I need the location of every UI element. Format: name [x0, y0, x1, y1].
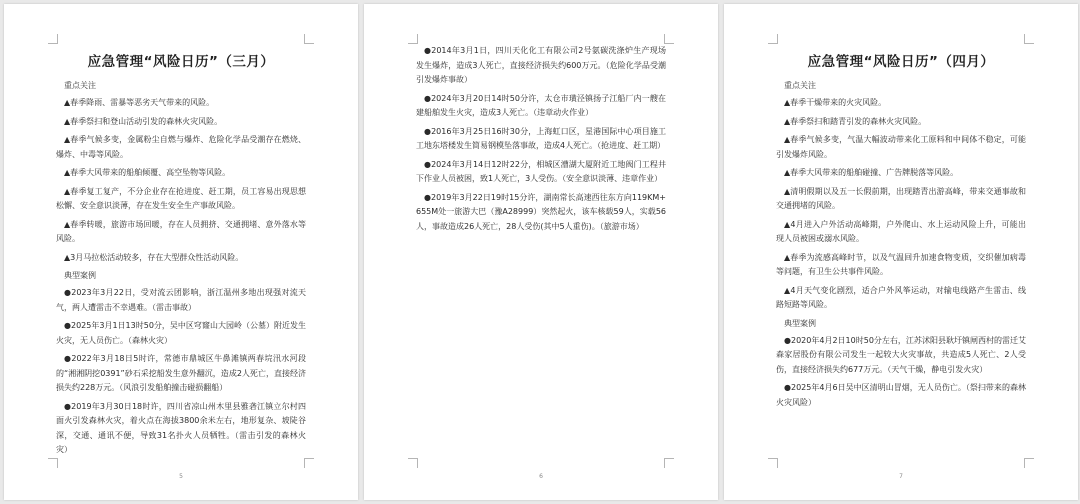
case-item: ●2024年3月20日14时50分许，太仓市璜泾镇扬子江船厂内一艘在建船舶发生火灾，造成3人死亡。（违章动火作业）: [416, 93, 666, 117]
page-title: 应急管理“风险日历”（四月）: [807, 54, 995, 70]
section-heading-cases: 典型案例: [784, 318, 816, 328]
case-item: ●2019年3月22日19时15分许，湖南常长高速西往东方向119KM+655M处一旅游大巴（豫A28999）突然起火，该车核载59人，实载56人，事故造成26人死亡，28人受伤(其中5人重伤)。（旅游市场）: [416, 192, 666, 231]
section-heading-focus: 重点关注: [64, 81, 96, 90]
risk-item: ▲3月马拉松活动较多，存在大型群众性活动风险。: [64, 252, 244, 262]
case-item: ●2025年3月1日13时50分，吴中区穹窿山大园岭（公墓）附近发生火灾，无人员伤亡。（森林火灾）: [56, 321, 306, 345]
case-item: ●2014年3月1日，四川天化化工有限公司2号氨碳洗涤炉生产现场发生爆炸，造成3人死亡，直接经济损失约600万元。（危险化学品受潮引发爆炸事故）: [416, 46, 666, 84]
crop-mark: [768, 34, 778, 44]
risk-item: ▲春季为流感高峰时节，以及气温回升加速食物变质，交织催加病毒等问题，有卫生公共事件风险。: [776, 252, 1026, 276]
crop-mark: [408, 34, 418, 44]
case-item: ●2020年4月2日10时50分左右，江苏沭阳县耿圩镇闸西村的雷迁艾森家居股份有限公司发生一起较大火灾事故，共造成5人死亡、2人受伤，直接经济损失约677万元。（天气干燥，静电引发火灾）: [776, 335, 1026, 374]
page-number: 6: [539, 473, 543, 480]
case-item: ●2016年3月25日16时30分，上海虹口区，星港国际中心项目施工工地东塔楼发生简易钢模坠落事故，造成4人死亡。（抢进度、赶工期）: [416, 126, 666, 150]
crop-mark: [1024, 34, 1034, 44]
risk-item: ▲春季气候多变，气温大幅波动带来化工原料和中间体不稳定，可能引发爆炸风险。: [776, 135, 1026, 159]
risk-item: ▲4月进入户外活动高峰期，户外爬山、水上运动风险上升，可能出现人员被困或溺水风险。: [776, 219, 1026, 243]
document-page-6: [364, 4, 718, 500]
case-item: ●2023年3月22日，受对流云团影响，浙江温州多地出现强对流天气，两人遭雷击不幸遇难。（雷击事故）: [56, 288, 306, 312]
risk-item: ▲春季大风带来的船舶倾覆、高空坠物等风险。: [64, 168, 231, 177]
crop-mark: [408, 458, 418, 468]
case-item: ●2024年3月14日12时22分，相城区漕湖大厦附近工地阀门工程井下作业人员被困，致1人死亡，3人受伤。（安全意识淡薄、违章作业）: [416, 159, 666, 183]
page-number: 7: [899, 473, 903, 480]
crop-mark: [48, 34, 58, 44]
section-heading-focus: 重点关注: [784, 81, 816, 90]
case-item: ●2025年4月6日吴中区清明山冒烟，无人员伤亡。（祭扫带来的森林火灾风险）: [776, 383, 1026, 407]
risk-item: ▲春季复工复产，不分企业存在抢进度、赶工期，员工容易出现思想松懈、安全意识淡薄，存在发生安全生产事故风险。: [56, 186, 306, 210]
risk-item: ▲春季降雨、雷暴等恶劣天气带来的风险。: [64, 98, 215, 107]
crop-mark: [664, 458, 674, 468]
case-item: ●2022年3月18日5时许，常德市鼎城区牛鼻滩镇两春垸汛水河段的“湘湘阴挖0391”砂石采挖船发生意外翻沉，造成2人死亡，直接经济损失约228万元。（风浪引发船舶撞击碰损翻船）: [56, 354, 306, 392]
crop-mark: [304, 34, 314, 44]
crop-mark: [1024, 458, 1034, 468]
risk-item: ▲春季干燥带来的火灾风险。: [784, 98, 887, 107]
page-title: 应急管理“风险日历”（三月）: [87, 54, 275, 70]
risk-item: ▲4月天气变化剧烈，适合户外风筝运动，对输电线路产生雷击、线路短路等风险。: [776, 285, 1026, 309]
page-number: 5: [179, 473, 183, 480]
risk-item: ▲春季大风带来的船舶碰撞、广告牌脱落等风险。: [784, 168, 959, 177]
crop-mark: [768, 458, 778, 468]
risk-item: ▲春季祭扫和登山活动引发的森林火灾风险。: [64, 116, 223, 126]
crop-mark: [664, 34, 674, 44]
risk-item: ▲清明假期以及五一长假前期，出现踏青出游高峰，带来交通事故和交通拥堵的风险。: [776, 186, 1026, 210]
risk-item: ▲春季祭扫和踏青引发的森林火灾风险。: [784, 116, 927, 126]
section-heading-cases: 典型案例: [64, 271, 96, 280]
risk-item: ▲春季转暖，旅游市场回暖，存在人员拥挤、交通拥堵、意外落水等风险。: [56, 219, 306, 243]
risk-item: ▲春季气候多变，金属粉尘自燃与爆炸、危险化学品受潮存在燃烧、爆炸、中毒等风险。: [56, 135, 306, 159]
document-page-5: [4, 4, 358, 500]
case-item: ●2019年3月30日18时许，四川省凉山州木里县雅砻江镇立尔村四面火引发森林火灾，着火点在海拔3800余米左右，地形复杂、坡陡谷深，交通、通讯不便，导致31名扑火人员牺牲。（雷击引发的森林火灾）: [56, 401, 306, 454]
document-page-7: [724, 4, 1078, 500]
